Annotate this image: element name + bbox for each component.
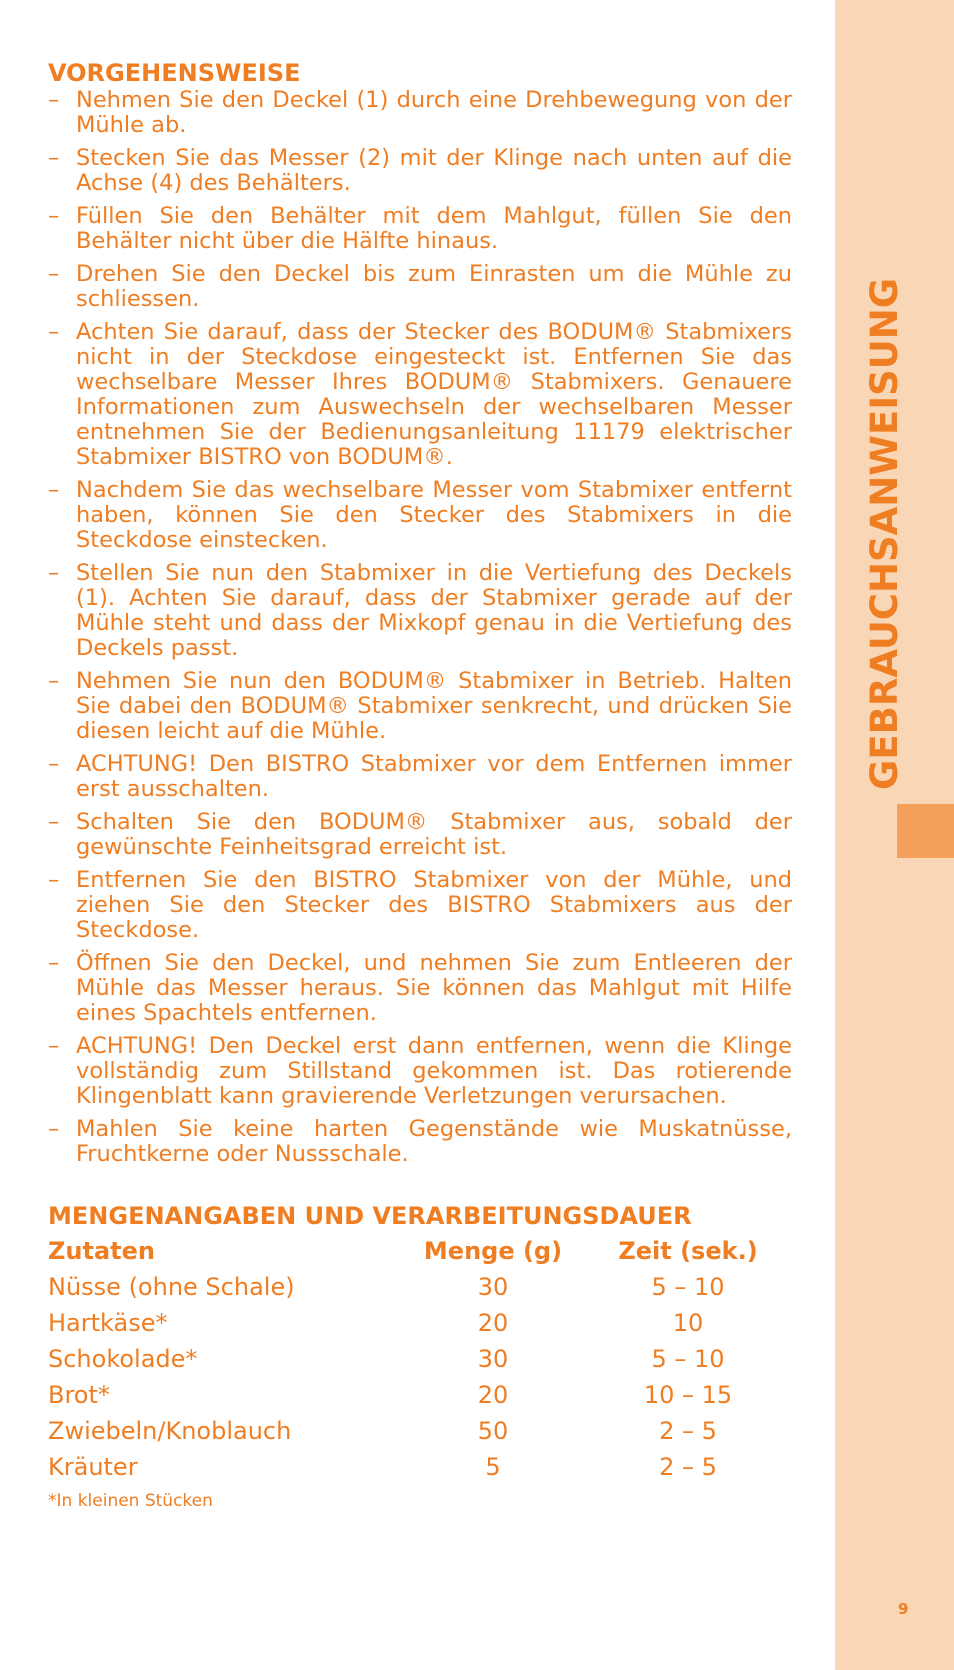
- step-item: [48, 88, 792, 138]
- ingredient-cell: Kräuter: [48, 1453, 138, 1481]
- ingredient-cell: Zwiebeln/Knoblauch: [48, 1417, 292, 1445]
- ingredient-cell: Nüsse (ohne Schale): [48, 1273, 295, 1301]
- step-text: Nehmen Sie den Deckel (1) durch eine Drehbewegung von der Mühle ab.: [76, 87, 792, 138]
- table-header-row: [48, 1233, 768, 1269]
- dash-bullet: –: [48, 950, 60, 976]
- amount-cell: 20: [477, 1309, 509, 1337]
- step-item: [48, 561, 792, 661]
- step-text: Nachdem Sie das wechselbare Messer vom Stabmixer entfernt haben, können Sie den Stecker des Stabmixers in die Steckdose einstecken.: [76, 477, 792, 553]
- dash-bullet: –: [48, 560, 60, 586]
- dash-bullet: –: [48, 751, 60, 777]
- step-text: Nehmen Sie nun den BODUM® Stabmixer in Betrieb. Halten Sie dabei den BODUM® Stabmixer senkrecht, und drücken Sie diesen leicht auf die Mühle.: [76, 668, 792, 744]
- table-row: [48, 1305, 768, 1341]
- step-item: [48, 1117, 792, 1167]
- main-content: [48, 58, 792, 1511]
- step-text: Achten Sie darauf, dass der Stecker des BODUM® Stabmixers nicht in der Steckdose eingesteckt ist. Entfernen Sie das wechselbare Messer Ihres BODUM® Stabmixers. Genauere Informationen zum Auswechseln der wechselbaren Messer entnehmen Sie der Bedienungsanleitung 11179 elektrischer Stabmixer BISTRO von BODUM®.: [76, 319, 792, 470]
- step-item: [48, 204, 792, 254]
- step-text: Mahlen Sie keine harten Gegenstände wie Muskatnüsse, Fruchtkerne oder Nussschale.: [76, 1116, 792, 1167]
- procedure-heading: VORGEHENSWEISE: [48, 59, 301, 87]
- ingredient-cell: Brot*: [48, 1381, 110, 1409]
- sidebar-band: [835, 0, 954, 1670]
- time-cell: 2 – 5: [659, 1453, 717, 1481]
- dash-bullet: –: [48, 809, 60, 835]
- step-item: [48, 320, 792, 470]
- quantities-section: [48, 1201, 792, 1511]
- column-header-amount: Menge (g): [423, 1237, 563, 1265]
- ingredient-cell: Hartkäse*: [48, 1309, 168, 1337]
- step-item: [48, 1034, 792, 1109]
- dash-bullet: –: [48, 261, 60, 287]
- dash-bullet: –: [48, 668, 60, 694]
- step-text: Stecken Sie das Messer (2) mit der Klinge nach unten auf die Achse (4) des Behälters.: [76, 145, 792, 196]
- dash-bullet: –: [48, 87, 60, 113]
- column-header-time: Zeit (sek.): [618, 1237, 758, 1265]
- quantities-table: [48, 1233, 768, 1485]
- step-item: [48, 146, 792, 196]
- dash-bullet: –: [48, 319, 60, 345]
- step-item: [48, 752, 792, 802]
- amount-cell: 5: [485, 1453, 501, 1481]
- step-text: Drehen Sie den Deckel bis zum Einrasten um die Mühle zu schliessen.: [76, 261, 792, 312]
- step-text: Entfernen Sie den BISTRO Stabmixer von der Mühle, und ziehen Sie den Stecker des BISTRO Stabmixers aus der Steckdose.: [76, 867, 792, 943]
- amount-cell: 30: [477, 1345, 509, 1373]
- table-row: [48, 1413, 768, 1449]
- column-header-ingredients: Zutaten: [48, 1237, 155, 1265]
- dash-bullet: –: [48, 477, 60, 503]
- table-row: [48, 1377, 768, 1413]
- amount-cell: 50: [477, 1417, 509, 1445]
- sidebar-tab-marker: [897, 804, 954, 858]
- ingredient-cell: Schokolade*: [48, 1345, 198, 1373]
- step-item: [48, 951, 792, 1026]
- step-text: Schalten Sie den BODUM® Stabmixer aus, sobald der gewünschte Feinheitsgrad erreicht ist.: [76, 809, 792, 860]
- step-item: [48, 810, 792, 860]
- time-cell: 5 – 10: [651, 1345, 725, 1373]
- dash-bullet: –: [48, 1033, 60, 1059]
- dash-bullet: –: [48, 1116, 60, 1142]
- step-item: [48, 262, 792, 312]
- amount-cell: 20: [477, 1381, 509, 1409]
- step-text: Öffnen Sie den Deckel, und nehmen Sie zum Entleeren der Mühle das Messer heraus. Sie können das Mahlgut mit Hilfe eines Spachtels entfernen.: [76, 950, 792, 1026]
- step-text: ACHTUNG! Den BISTRO Stabmixer vor dem Entfernen immer erst ausschalten.: [76, 751, 792, 802]
- step-text: ACHTUNG! Den Deckel erst dann entfernen, wenn die Klinge vollständig zum Stillstand gekommen ist. Das rotierende Klingenblatt kann gravierende Verletzungen verursachen.: [76, 1033, 792, 1109]
- quantities-heading: MENGENANGABEN UND VERARBEITUNGSDAUER: [48, 1202, 692, 1230]
- sidebar-title-text: GEBRAUCHSANWEISUNG: [863, 277, 906, 790]
- amount-cell: 30: [477, 1273, 509, 1301]
- step-item: [48, 669, 792, 744]
- time-cell: 10: [672, 1309, 704, 1337]
- procedure-steps: [48, 88, 792, 1167]
- time-cell: 10 – 15: [643, 1381, 733, 1409]
- step-item: [48, 478, 792, 553]
- time-cell: 2 – 5: [659, 1417, 717, 1445]
- dash-bullet: –: [48, 145, 60, 171]
- table-footnote: *In kleinen Stücken: [48, 1491, 213, 1511]
- step-text: Füllen Sie den Behälter mit dem Mahlgut, füllen Sie den Behälter nicht über die Hälfte hinaus.: [76, 203, 792, 254]
- table-row: [48, 1341, 768, 1377]
- dash-bullet: –: [48, 867, 60, 893]
- step-item: [48, 868, 792, 943]
- table-row: [48, 1449, 768, 1485]
- step-text: Stellen Sie nun den Stabmixer in die Vertiefung des Deckels (1). Achten Sie darauf, dass der Stabmixer gerade auf der Mühle steht und dass der Mixkopf genau in die Vertiefung des Deckels passt.: [76, 560, 792, 661]
- table-row: [48, 1269, 768, 1305]
- time-cell: 5 – 10: [651, 1273, 725, 1301]
- page-number: 9: [898, 1600, 909, 1618]
- dash-bullet: –: [48, 203, 60, 229]
